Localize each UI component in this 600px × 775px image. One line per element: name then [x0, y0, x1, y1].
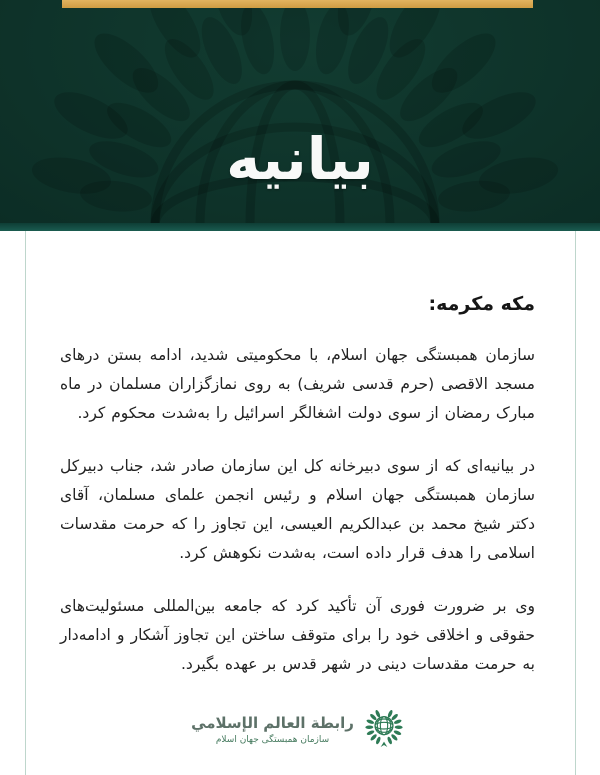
letter-paragraph-1: سازمان همبستگی جهان اسلام، با محکومیتی شدید، ادامه بستن درهای مسجد الاقصی (حرم قدسی شریف) به روی نمازگزاران مسلمان در ماه مبارک رمضان از سوی دولت اشغالگر اسرائیل را به‌شدت محکوم کرد.	[60, 346, 535, 422]
teal-divider	[0, 223, 600, 231]
mwl-emblem-icon	[364, 707, 404, 751]
logo-subtitle: سازمان همبستگی جهان اسلام	[215, 734, 330, 745]
logo-calligraphy: رابطة العالم الإسلامي	[191, 713, 354, 732]
letter-heading: مکه مکرمه:	[428, 293, 535, 315]
statement-banner	[0, 0, 600, 223]
letter-paragraph-2: در بیانیه‌ای که از سوی دبیرخانه کل این سازمان صادر شد، جناب دبیرکل سازمان همبستگی جهان اسلام و رئیس انجمن علمای مسلمان، آقای دکتر شیخ محمد بن عبدالکریم العیسی، این تجاوز را که حرمت مقدسات اسلامی را هدف قرار داده است، به‌شدت نکوهش کرد.	[60, 457, 535, 562]
banner-title: بیانیه	[226, 125, 374, 193]
footer-logo	[60, 707, 535, 751]
footer-logo-text	[191, 714, 354, 745]
gold-accent-bar	[62, 0, 533, 8]
letter-paragraph-3: وی بر ضرورت فوری آن تأکید کرد که جامعه بین‌المللی مسئولیت‌های حقوقی و اخلاقی خود را برای متوقف ساختن این تجاوز آشکار و ادامه‌دار به حرمت مقدسات دینی در شهر قدس بر عهده بگیرد.	[60, 597, 535, 673]
letter-card	[25, 231, 576, 775]
